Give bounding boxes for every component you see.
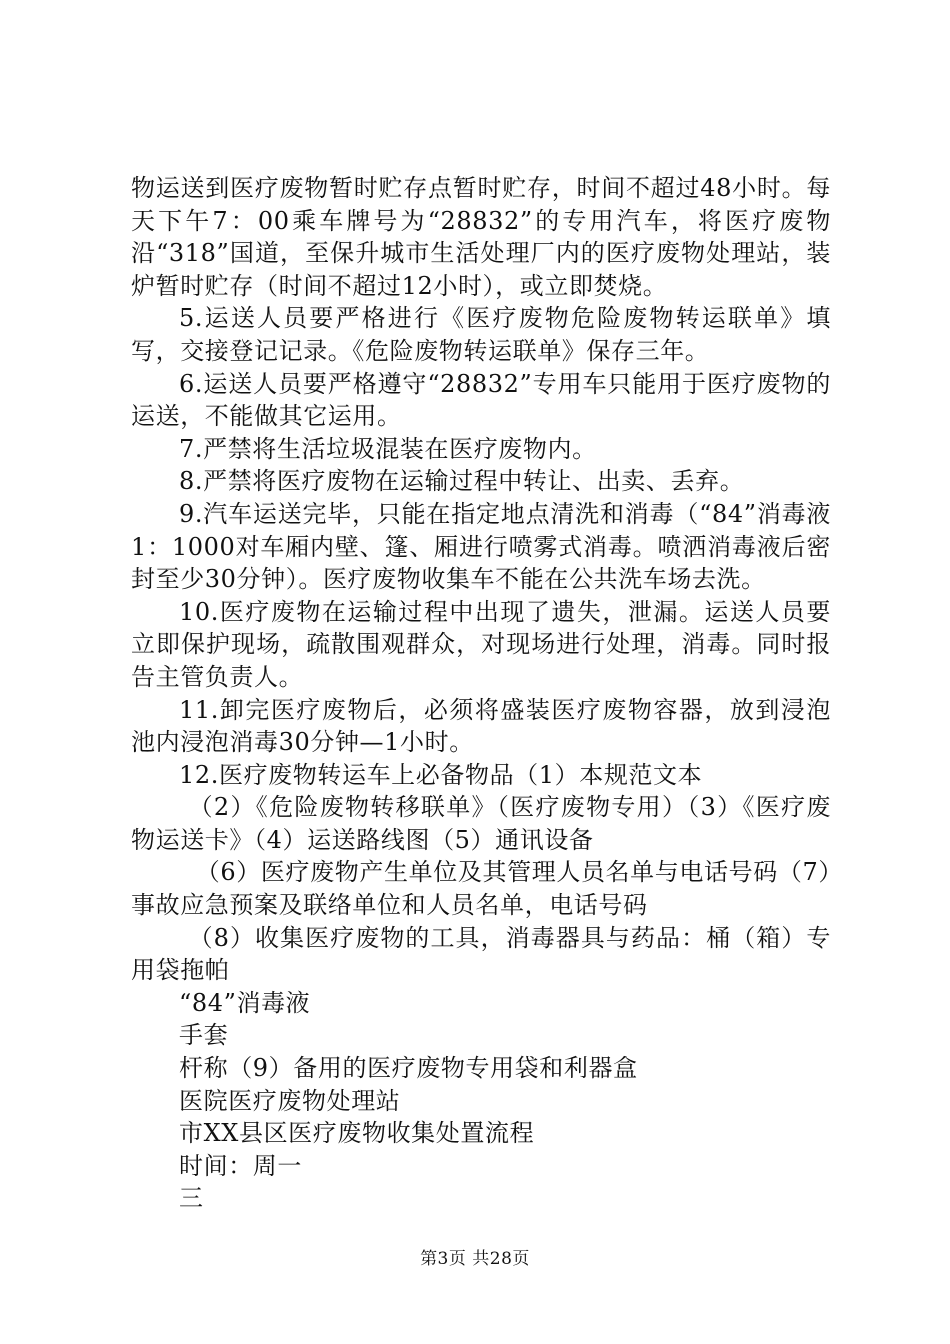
paragraph-item-8: 8.严禁将医疗废物在运输过程中转让、出卖、丢弃。 (179, 467, 745, 496)
list-line-gloves: 手套 (179, 1021, 229, 1050)
paragraph-item-11: 11.卸完医疗废物后，必须将盛装医疗废物容器，放到浸泡池内浸泡消毒30分钟—1小时。 (131, 695, 831, 757)
list-line-process-title: 市XX县区医疗废物收集处置流程 (179, 1119, 535, 1148)
paragraph-item-12: 12.医疗废物转运车上必备物品（1）本规范文本 (179, 760, 703, 789)
list-line-scale: 杆称（9）备用的医疗废物专用袋和利器盒 (179, 1054, 638, 1083)
list-line-three: 三 (179, 1184, 204, 1213)
paragraph-supplies-6-7: （6）医疗废物产生单位及其管理人员名单与电话号码（7）事故应急预案及联络单位和人员名单，电话号码 (131, 858, 831, 920)
paragraph-item-6: 6.运送人员要严格遵守“28832”专用车只能用于医疗废物的运送，不能做其它运用。 (131, 369, 831, 431)
paragraph-item-5: 5.运送人员要严格进行《医疗废物危险废物转运联单》填写，交接登记记录。《危险废物转运联单》保存三年。 (131, 304, 831, 365)
paragraph-item-7: 7.严禁将生活垃圾混装在医疗废物内。 (179, 434, 597, 463)
document-body (131, 172, 831, 1215)
paragraph-continued: 物运送到医疗废物暂时贮存点暂时贮存，时间不超过48小时。每天下午7：00乘车牌号为“28832”的专用汽车，将医疗废物沿“318”国道，至保升城市生活处理厂内的医疗废物处理站，装炉暂时贮存（时间不超过12小时），或立即焚烧。 (131, 174, 831, 300)
paragraph-item-10: 10.医疗废物在运输过程中出现了遗失，泄漏。运送人员要立即保护现场，疏散围观群众，对现场进行处理，消毒。同时报告主管负责人。 (131, 597, 831, 691)
paragraph-item-9: 9.汽车运送完毕，只能在指定地点清洗和消毒（“84”消毒液1：1000对车厢内壁、篷、厢进行喷雾式消毒。喷洒消毒液后密封至少30分钟）。医疗废物收集车不能在公共洗车场去洗。 (131, 499, 831, 594)
paragraph-supplies-2-5: （2）《危险废物转移联单》（医疗废物专用）（3）《医疗废物运送卡》（4）运送路线图（5）通讯设备 (131, 793, 831, 854)
page-footer: 第3页 共28页 (420, 1249, 530, 1269)
list-line-station: 医院医疗废物处理站 (179, 1086, 401, 1115)
list-line-time: 时间：周一 (179, 1151, 302, 1180)
paragraph-supplies-8: （8）收集医疗废物的工具，消毒器具与药品：桶（箱）专用袋拖帕 (131, 923, 831, 985)
list-line-disinfectant: “84”消毒液 (179, 988, 311, 1017)
